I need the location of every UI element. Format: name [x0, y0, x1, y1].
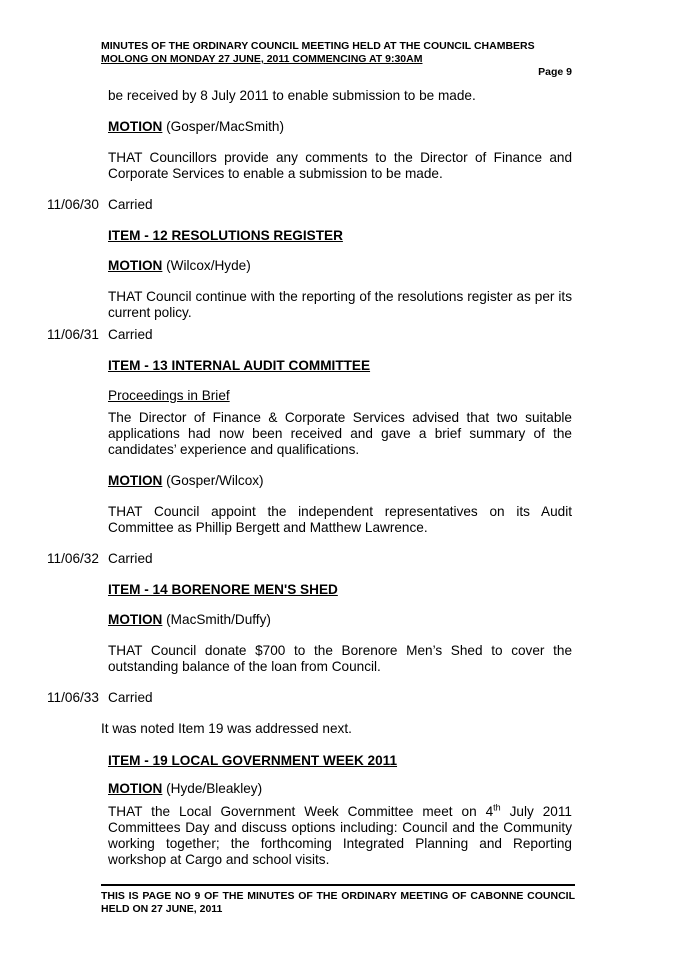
motion-label: MOTION — [108, 612, 163, 627]
motion-heading — [108, 781, 572, 797]
motion-label: MOTION — [108, 473, 163, 488]
page-number: Page 9 — [538, 66, 572, 78]
item-heading: ITEM - 12 RESOLUTIONS REGISTER — [108, 228, 343, 243]
motion-text: THAT Council continue with the reporting of the resolutions register as per its current policy. — [108, 289, 572, 320]
motion-label: MOTION — [108, 781, 163, 796]
motion-text-part-b: July 2011 Committees Day and discuss options including: Council and the Community working together; the forthcoming Integrated Planning and Reporting workshop at Cargo and school visits. — [108, 804, 572, 867]
motion-heading — [108, 473, 572, 489]
ordinal-suffix: th — [493, 802, 501, 813]
carried-label: Carried — [108, 327, 153, 342]
proceedings-heading: Proceedings in Brief — [108, 388, 230, 403]
carried-label: Carried — [108, 551, 153, 566]
motion-text-part-a: THAT the Local Government Week Committee meet on 4 — [108, 804, 494, 819]
carried-label: Carried — [108, 690, 153, 705]
motion-text — [108, 804, 572, 868]
motion-text: THAT Councillors provide any comments to the Director of Finance and Corporate Services to enable a submission to be made. — [108, 150, 572, 181]
resolution-number: 11/06/33 — [47, 690, 99, 705]
motion-movers: (MacSmith/Duffy) — [162, 612, 271, 627]
footer-divider — [101, 884, 575, 886]
item-heading: ITEM - 13 INTERNAL AUDIT COMMITTEE — [108, 358, 371, 373]
noted-text: It was noted Item 19 was addressed next. — [101, 721, 352, 736]
motion-text: THAT Council donate $700 to the Borenore Men’s Shed to cover the outstanding balance of the loan from Council. — [108, 643, 572, 674]
carried-label: Carried — [108, 197, 153, 212]
resolution-number: 11/06/30 — [47, 197, 99, 212]
motion-movers: (Gosper/MacSmith) — [162, 119, 284, 134]
header-line-2: MOLONG ON MONDAY 27 JUNE, 2011 COMMENCING AT 9:30AM — [101, 53, 423, 65]
page-footer: THIS IS PAGE NO 9 OF THE MINUTES OF THE ORDINARY MEETING OF CABONNE COUNCIL HELD ON 27 JUNE, 2011 — [101, 890, 575, 915]
motion-heading — [108, 612, 572, 628]
item-heading: ITEM - 19 LOCAL GOVERNMENT WEEK 2011 — [108, 753, 398, 768]
resolution-number: 11/06/31 — [47, 327, 99, 342]
resolution-number: 11/06/32 — [47, 551, 99, 566]
header-line-1: MINUTES OF THE ORDINARY COUNCIL MEETING HELD AT THE COUNCIL CHAMBERS — [101, 40, 535, 52]
page-header — [101, 40, 573, 66]
motion-movers: (Hyde/Bleakley) — [162, 781, 263, 796]
motion-text: THAT Council appoint the independent representatives on its Audit Committee as Phillip Bergett and Matthew Lawrence. — [108, 504, 572, 535]
proceedings-text: The Director of Finance & Corporate Services advised that two suitable applications had now been received and gave a brief summary of the candidates’ experience and qualifications. — [108, 410, 572, 457]
motion-label: MOTION — [108, 258, 163, 273]
motion-heading — [108, 258, 572, 274]
paragraph-continued: be received by 8 July 2011 to enable submission to be made. — [108, 88, 476, 103]
motion-label: MOTION — [108, 119, 163, 134]
motion-heading — [108, 119, 572, 135]
item-heading: ITEM - 14 BORENORE MEN'S SHED — [108, 582, 338, 597]
motion-movers: (Wilcox/Hyde) — [162, 258, 251, 273]
motion-movers: (Gosper/Wilcox) — [162, 473, 264, 488]
